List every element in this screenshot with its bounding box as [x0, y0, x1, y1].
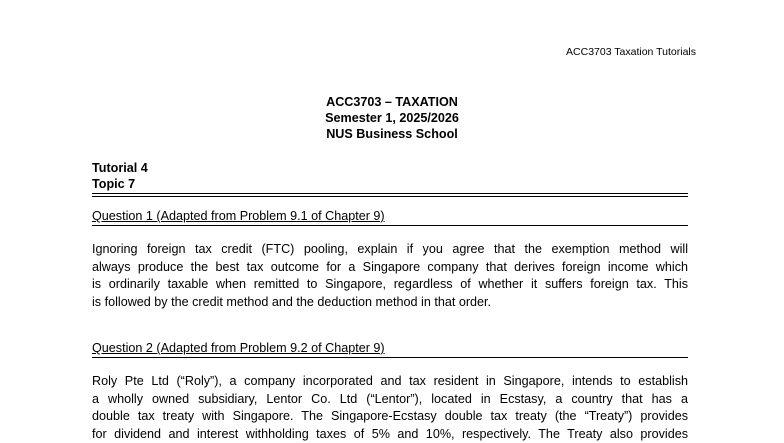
question-1-heading-rule — [92, 225, 688, 226]
question-1-line: is followed by the credit method and the deduction method in that order. — [92, 294, 688, 312]
document-title-block — [0, 94, 784, 142]
running-header: ACC3703 Taxation Tutorials — [566, 46, 696, 58]
question-2-body — [92, 373, 688, 443]
question-2-line: double tax treaty with Singapore. The Singapore-Ecstasy double tax treaty (the “Treaty”) provides — [92, 408, 688, 426]
question-2-line: Roly Pte Ltd (“Roly”), a company incorporated and tax resident in Singapore, intends to establish — [92, 373, 688, 391]
topic-number: Topic 7 — [92, 176, 148, 192]
tutorial-info — [92, 160, 148, 192]
question-1-line: Ignoring foreign tax credit (FTC) pooling, explain if you agree that the exemption method will — [92, 241, 688, 259]
tutorial-number: Tutorial 4 — [92, 160, 148, 176]
section-divider-second — [92, 196, 688, 197]
question-1-line: is ordinarily taxable when remitted to Singapore, regardless of whether it suffers foreign tax. This — [92, 276, 688, 294]
section-divider — [92, 193, 688, 194]
question-1-line: always produce the best tax outcome for a Singapore company that derives foreign income which — [92, 259, 688, 277]
school-line: NUS Business School — [0, 126, 784, 142]
question-1-body — [92, 241, 688, 311]
question-2-heading-rule — [92, 357, 688, 358]
question-2-heading: Question 2 (Adapted from Problem 9.2 of Chapter 9) — [92, 340, 385, 356]
course-title: ACC3703 – TAXATION — [0, 94, 784, 110]
semester-line: Semester 1, 2025/2026 — [0, 110, 784, 126]
question-2-line: for dividend and interest withholding taxes of 5% and 10%, respectively. The Treaty also provides — [92, 426, 688, 443]
question-1-heading: Question 1 (Adapted from Problem 9.1 of Chapter 9) — [92, 208, 385, 224]
question-2-line: a wholly owned subsidiary, Lentor Co. Ltd (“Lentor”), located in Ecstasy, a country that has a — [92, 391, 688, 409]
